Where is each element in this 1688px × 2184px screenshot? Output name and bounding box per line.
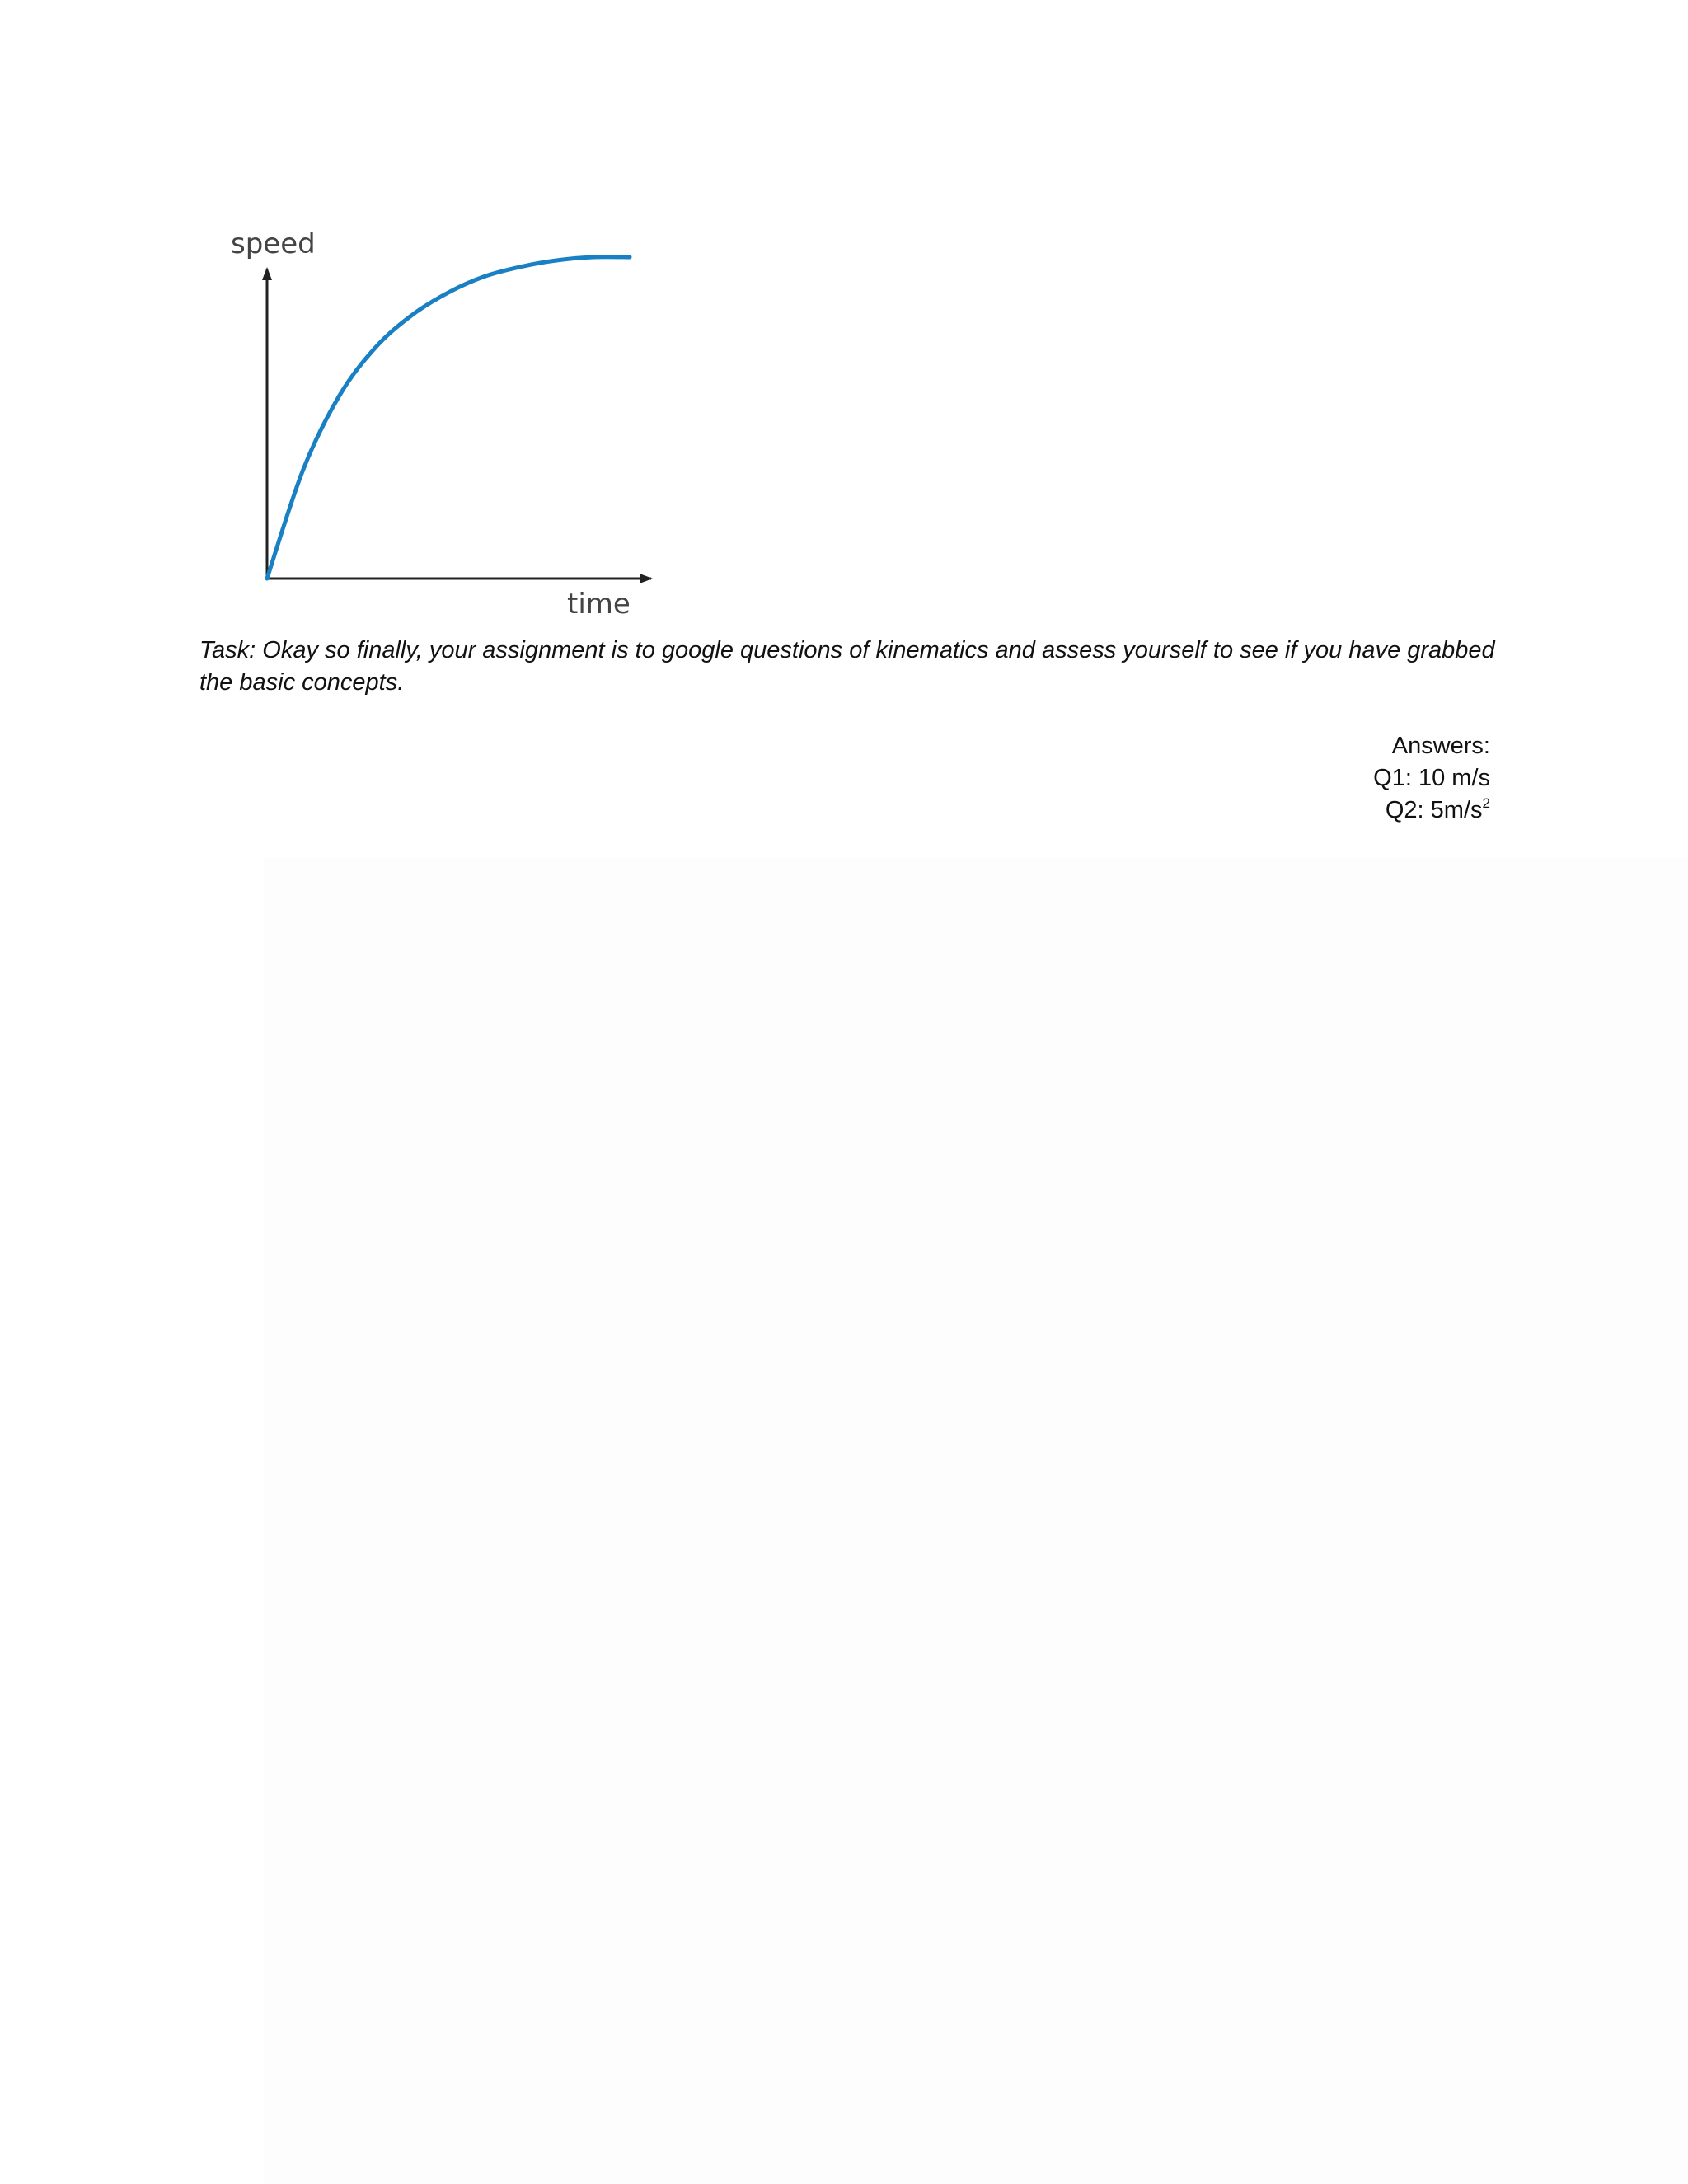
answers-heading: Answers: <box>1391 733 1490 759</box>
task-instructions: Task: Okay so finally, your assignment is to google questions of kinematics and assess yourself to see if you have grabbed the basic concepts. <box>199 637 1495 696</box>
answer-q2-text: Q2: 5m/s <box>1385 797 1483 823</box>
answer-q2-exponent: 2 <box>1482 795 1490 811</box>
page-background-shade <box>264 857 1688 2184</box>
speed-curve <box>267 257 630 579</box>
answers-block <box>1373 730 1490 827</box>
answer-q1: Q1: 10 m/s <box>1373 765 1490 791</box>
answer-q2 <box>1373 794 1490 827</box>
y-axis-label: speed <box>231 227 316 260</box>
x-axis-label: time <box>567 588 631 621</box>
graph-canvas <box>206 206 676 635</box>
speed-time-graph <box>206 206 676 635</box>
